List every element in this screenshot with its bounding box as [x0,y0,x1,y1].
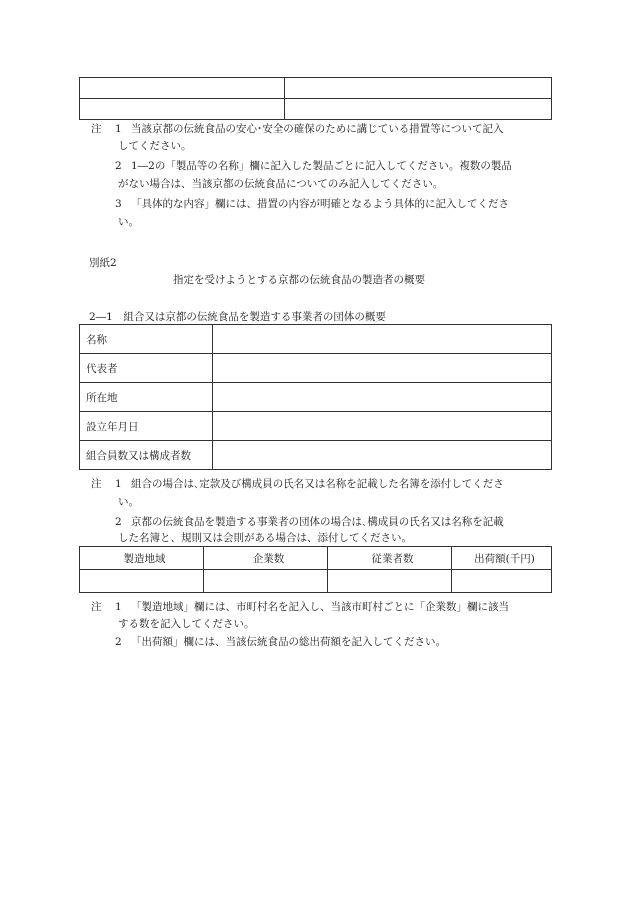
table-cell [285,78,552,99]
notes3-lead: 注 [91,601,102,613]
row-label-established: 設立年月日 [80,412,213,441]
note-number: 2 [115,516,122,528]
table-row [80,325,552,354]
col-header-companies: 企業数 [204,547,328,570]
page-title: 指定を受けようとする京都の伝統食品の製造者の概要 [173,274,425,286]
table-cell [204,570,328,593]
notes2-lead: 注 [91,478,102,490]
attachment-label: 別紙2 [89,257,117,269]
note-text: してください。 [118,140,192,152]
table-row [80,78,552,99]
note-text: 組合の場合は､定款及び構成員の氏名又は名称を記載した名簿を添付してくださ [131,478,504,490]
notes1-lead: 注 [91,123,102,135]
note-number: 3 [115,198,122,210]
note-text: 「具体的な内容」欄には、措置の内容が明確となるよう具体的に記入してくださ [131,198,509,210]
note-number: 1 [115,601,122,613]
table-row [80,570,552,593]
note-text: 当該京都の伝統食品の安心･安全の確保のために講じている措置等について記入 [131,123,504,135]
value-cell [213,325,552,354]
table-row [80,412,552,441]
table-row [80,441,552,470]
table-cell [285,99,552,120]
org-summary-table [79,324,552,470]
note-number: 1 [115,123,122,135]
table-row [80,383,552,412]
note-text: 1―2の「製品等の名称」欄に記入した製品ごとに記入してください。複数の製品 [131,160,512,172]
table-cell [452,570,552,593]
table-cell [328,570,452,593]
production-stats-table [79,546,552,593]
table-cell [80,570,204,593]
table-row [80,99,552,120]
measures-table-continued [79,77,552,120]
note-text: 「製造地域」欄には、市町村名を記入し、当該市町村ごとに「企業数」欄に該当 [131,601,509,613]
table-header-row [80,547,552,570]
note-number: 2 [115,636,122,648]
col-header-region: 製造地域 [80,547,204,570]
note-text: した名簿と、規則又は会則がある場合は、添付してください。 [118,532,412,544]
row-label-members: 組合員数又は構成者数 [80,441,213,470]
value-cell [213,412,552,441]
row-label-name: 名称 [80,325,213,354]
note-text: 「出荷額」欄には、当該伝統食品の総出荷額を記入してください。 [131,636,446,648]
note-number: 2 [115,160,122,172]
note-text: する数を記入してください。 [118,618,255,630]
col-header-employees: 従業者数 [328,547,452,570]
table-row [80,354,552,383]
note-text: い。 [118,496,139,508]
value-cell [213,383,552,412]
row-label-address: 所在地 [80,383,213,412]
value-cell [213,441,552,470]
note-text: がない場合は、当該京都の伝統食品についてのみ記入してください。 [118,178,444,190]
note-text: 京都の伝統食品を製造する事業者の団体の場合は､構成員の氏名又は名称を記載 [131,516,504,528]
value-cell [213,354,552,383]
table-cell [80,99,285,120]
note-text: い。 [118,216,139,228]
table-cell [80,78,285,99]
col-header-shipments: 出荷額(千円) [452,547,552,570]
row-label-representative: 代表者 [80,354,213,383]
note-number: 1 [115,478,122,490]
section-heading: 2―1 組合又は京都の伝統食品を製造する事業者の団体の概要 [89,311,386,323]
